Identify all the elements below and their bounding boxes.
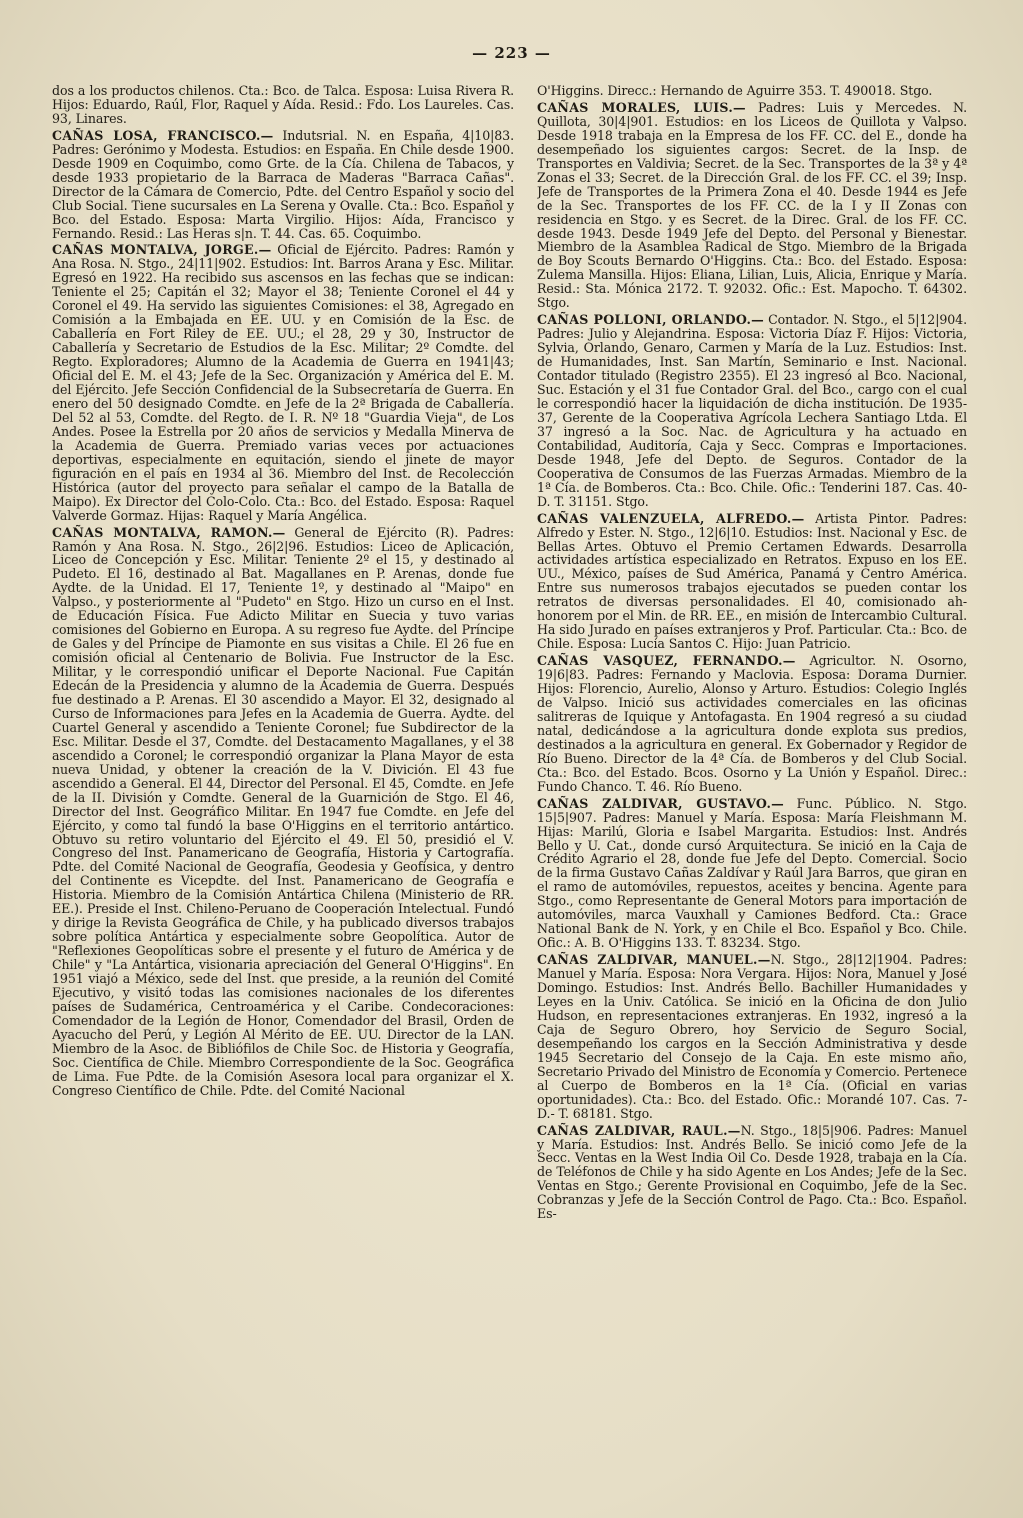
entry-name: CAÑAS MONTALVA, JORGE.— bbox=[52, 242, 272, 258]
entry-name: CAÑAS ZALDIVAR, MANUEL.— bbox=[537, 952, 771, 968]
entry-name: CAÑAS MORALES, LUIS.— bbox=[537, 99, 746, 115]
entry-text: Indutsrial. N. en España, 4|10|83. Padres: Gerónimo y Modesta. Estudios: en España. En Chile desde 1900. Desde 1909 en Coquimbo, como Grte. de la Cía. Chilena de Tabacos, y desde 1933 propietario de la Barraca de Maderas "Barraca Cañas". Director de la Cámara de Comercio, Pdte. del Centro Español y socio del Club Social. Tiene sucursales en La Serena y Ovalle. Cta.: Bco. Español y Bco. del Estado. Esposa: Marta Virgilio. Hijos: Aída, Francisco y Fernando. Resid.: Las Heras s|n. T. 44. Cas. 65. Coquimbo. bbox=[52, 127, 514, 241]
entry-text: Func. Público. N. Stgo. 15|5|907. Padres: Manuel y María. Esposa: María Fleishmann M. Hijas: Marilú, Gloria e Isabel Margarita. Estudios: Inst. Andrés Bello y U. Cat., donde cursó Arquitectura. Se inició en la Caja de Crédito Agrario el 28, donde fue Jefe del Depto. Comercial. Socio de la firma Gustavo Cañas Zaldívar y Raúl Jara Barros, que giran en el ramo de automóviles, repuestos, aceites y bencina. Agente para Stgo., como Representante de General Motors para importación de automóviles, marca Vauxhall y Camiones Bedford. Cta.: Grace National Bank de N. York, y en Chile el Bco. Español y Bco. Chile. Ofic.: A. B. O'Higgins 133. T. 83234. Stgo. bbox=[537, 795, 967, 951]
biography-entry bbox=[537, 654, 967, 794]
entry-text: dos a los productos chilenos. Cta.: Bco. de Talca. Esposa: Luisa Rivera R. Hijos: Eduardo, Raúl, Flor, Raquel y Aída. Resid.: Fdo. Los Laureles. Cas. 93, Linares. bbox=[52, 84, 514, 126]
biography-entry bbox=[52, 84, 514, 126]
entry-name: CAÑAS ZALDIVAR, RAUL.— bbox=[537, 1122, 741, 1138]
entry-text: General de Ejército (R). Padres: Ramón y Ana Rosa. N. Stgo., 26|2|96. Estudios: Liceo de Aplicación, Liceo de Concepción y Esc. Militar. Teniente 2º el 15, y destinado al Pudeto. El 16, destinado al Bat. Magallanes en P. Arenas, donde fue Aydte. de la Unidad. El 17, Teniente 1º, y destinado al "Maipo" en Valpso., y posteriormente al "Pudeto" en Stgo. Hizo un curso en el Inst. de Educación Física. Fue Adicto Militar en Suecia y tuvo varias comisiones del Gobierno en Europa. A su regreso fue Aydte. del Príncipe de Gales y del Príncipe de Piamonte en sus visitas a Chile. El 26 fue en comisión oficial al Centenario de Bolivia. Fue Instructor de la Esc. Militar, y le correspondió unificar el Deporte Nacional. Fue Capitán Edecán de la Presidencia y alumno de la Academia de Guerra. Después fue destinado a P. Arenas. El 30 ascendido a Mayor. El 32, designado al Curso de Informaciones para Jefes en la Academia de Guerra. Aydte. del Cuartel General y ascendido a Teniente Coronel; fue Subdirector de la Esc. Militar. Desde el 37, Comdte. del Destacamento Magallanes, y el 38 ascendido a Coronel; le correspondió organizar la Plana Mayor de esta nueva Unidad, y obtener la creación de la V. Divición. El 43 fue ascendido a General. El 44, Director del Personal. El 45, Comdte. en Jefe de la II. División y Comdte. General de la Guarnición de Stgo. El 46, Director del Inst. Geográfico Militar. En 1947 fue Comdte. en Jefe del Ejército, y como tal fundó la base O'Higgins en el territorio antártico. Obtuvo su retiro voluntario del Ejército el 49. El 50, presidió el V. Congreso del Inst. Panamericano de Geografía, Historia y Cartografía. Pdte. del Comité Nacional de Geografía, Geodesia y Geofísica, y dentro del Continente es Vicepdte. del Inst. Panamericano de Geografía e Historia. Miembro de la Comisión Antártica Chilena (Ministerio de RR. EE.). Preside el Inst. Chileno-Peruano de Cooperación Intelectual. Fundó y dirige la Revista Geográfica de Chile, y ha publicado diversos trabajos sobre política Antártica y especialmente sobre Geopolítica. Autor de "Reflexiones Geopolíticas sobre el presente y el futuro de América y de Chile" y "La Antártica, visionaria apreciación del General O'Higgins". En 1951 viajó a México, sede del Inst. que preside, a la reunión del Comité Ejecutivo, y visitó todas las comisiones nacionales de los diferentes países de Sudamérica, Centroamérica y el Caribe. Condecoraciones: Comendador de la Legión de Honor, Comendador del Brasil, Orden de Ayacucho del Perú, y Legión Al Mérito de EE. UU. Director de la LAN. Miembro de la Asoc. de Bibliófilos de Chile Soc. de Historia y Geografía, Soc. Científica de Chile. Miembro Correspondiente de la Soc. Geográfica de Lima. Fue Pdte. de la Comisión Asesora local para organizar el X. Congreso Científico de Chile. Pdte. del Comité Nacional bbox=[52, 524, 514, 1098]
page-number: — 223 — bbox=[472, 44, 551, 62]
biography-entry bbox=[537, 101, 967, 310]
entry-text: N. Stgo., 28|12|1904. Padres: Manuel y María. Esposa: Nora Vergara. Hijos: Nora, Manuel y José Domingo. Estudios: Inst. Andrés Bello. Bachiller Humanidades y Leyes en la Univ. Católica. Se inició en la Oficina de don Julio Hudson, en representaciones extranjeras. En 1932, ingresó a la Caja de Seguro Obrero, hoy Servicio de Seguro Social, desempeñando los cargos en la Sección Administrativa y desde 1945 Secretario del Consejo de la Caja. En este mismo año, Secretario Privado del Ministro de Economía y Comercio. Pertenece al Cuerpo de Bomberos en la 1ª Cía. (Oficial en varias oportunidades). Cta.: Bco. del Estado. Ofic.: Morandé 107. Cas. 7-D.- T. 68181. Stgo. bbox=[537, 952, 967, 1121]
biography-entry bbox=[52, 526, 514, 1098]
entry-name: CAÑAS ZALDIVAR, GUSTAVO.— bbox=[537, 795, 785, 811]
entry-name: CAÑAS POLLONI, ORLANDO.— bbox=[537, 312, 765, 328]
biography-entry bbox=[537, 313, 967, 508]
entry-name: CAÑAS VASQUEZ, FERNANDO.— bbox=[537, 653, 796, 669]
biography-entry bbox=[537, 953, 967, 1120]
entry-text: Artista Pintor. Padres: Alfredo y Ester. N. Stgo., 12|6|10. Estudios: Inst. Nacional y Esc. de Bellas Artes. Obtuvo el Premio Certamen Edwards. Desarrolla actividades artística especializado en Retratos. Expuso en los EE. UU., México, países de Sud América, Panamá y Centro América. Entre sus numerosos trabajos ejecutados se pueden contar los retratos de diversas personalidades. El 40, comisionado ah-honorem por el Min. de RR. EE., en misión de Intercambio Cultural. Ha sido Jurado en países extranjeros y Prof. Particular. Cta.: Bco. de Chile. Esposa: Lucía Santos C. Hijo: Juan Patricio. bbox=[537, 510, 967, 652]
entry-name: CAÑAS LOSA, FRANCISCO.— bbox=[52, 127, 274, 143]
entry-text: Contador. N. Stgo., el 5|12|904. Padres: Julio y Alejandrina. Esposa: Victoria Díaz F. Hijos: Victoria, Sylvia, Orlando, Genaro, Carmen y María de la Luz. Estudios: Inst. de Humanidades, Inst. San Martín, Seminario e Inst. Nacional. Contador titulado (Registro 2355). El 23 ingresó al Bco. Nacional, Suc. Estación y el 31 fue Contador Gral. del Bco., cargo con el cual le correspondió hacer la liquidación de dicha institución. De 1935-37, Gerente de la Cooperativa Agrícola Lechera Santiago Ltda. El 37 ingresó a la Soc. Nac. de Agricultura y ha actuado en Contabilidad, Auditoría, Caja y Secc. Compras e Importaciones. Desde 1948, Jefe del Depto. de Seguros. Contador de la Cooperativa de Consumos de las Fuerzas Armadas. Miembro de la 1ª Cía. de Bomberos. Cta.: Bco. Chile. Ofic.: Tenderini 187. Cas. 40-D. T. 31151. Stgo. bbox=[537, 312, 967, 509]
entry-text: Oficial de Ejército. Padres: Ramón y Ana Rosa. N. Stgo., 24|11|902. Estudios: Int. Barros Arana y Esc. Militar. Egresó en 1922. Ha recibido sus ascensos en las fechas que se indican: Teniente el 25; Capitán el 32; Mayor el 38; Teniente Coronel el 44 y Coronel el 49. Ha servido las siguientes Comisiones: el 38, Agregado en Comisión a la Embajada en EE. UU. y en Comisión de la Esc. de Caballería en Fort Riley de EE. UU.; el 28, 29 y 30, Instructor de Caballería y Secretario de Estudios de la Esc. Militar; 2º Comdte. del Regto. Exploradores; Alumno de la Academia de Guerra en 1941|43; Oficial del E. M. el 43; Jefe de la Sec. Organización y América del E. M. del Ejército. Jefe Sección Confidencial de la Subsecretaría de Guerra. En enero del 50 designado Comdte. en Jefe de la 2ª Brigada de Caballería. Del 52 al 53, Comdte. del Regto. de I. R. Nº 18 "Guardia Vieja", de Los Andes. Posee la Estrella por 20 años de servicios y Medalla Minerva de la Academia de Guerra. Premiado varias veces por actuaciones deportivas, especialmente en equitación, siendo el jinete de mayor figuración en el país en 1934 al 36. Miembro del Inst. de Recolección Histórica (autor del proyecto para señalar el campo de la Batalla de Maipo). Ex Director del Colo-Colo. Cta.: Bco. del Estado. Esposa: Raquel Valverde Gormaz. Hijas: Raquel y María Angélica. bbox=[52, 242, 514, 523]
entry-name: CAÑAS VALENZUELA, ALFREDO.— bbox=[537, 510, 805, 526]
right-column bbox=[537, 84, 967, 1484]
biography-entry bbox=[52, 243, 514, 522]
biography-entry bbox=[537, 84, 967, 98]
biography-entry bbox=[537, 797, 967, 950]
biography-entry bbox=[537, 1124, 967, 1222]
entry-text: Padres: Luis y Mercedes. N. Quillota, 30|4|901. Estudios: en los Liceos de Quillota y Valpso. Desde 1918 trabaja en la Empresa de los FF. CC. del E., donde ha desempeñado los siguientes cargos: Secret. de la Insp. de Transportes en Valdivia; Secret. de la Sec. Transportes de la 3ª y 4ª Zonas el 33; Secret. de la Dirección Gral. de los FF. CC. el 39; Insp. Jefe de Transportes de la Primera Zona el 40. Desde 1944 es Jefe de la Sec. Transportes de los FF. CC. de la I y II Zonas con residencia en Stgo. y es Secret. de la Direc. Gral. de los FF. CC. desde 1943. Desde 1949 Jefe del Depto. del Personal y Bienestar. Miembro de la Asamblea Radical de Stgo. Miembro de la Brigada de Boy Scouts Bernardo O'Higgins. Cta.: Bco. del Estado. Esposa: Zulema Mansilla. Hijos: Eliana, Lilian, Luis, Alicia, Enrique y María. Resid.: Sta. Mónica 2172. T. 92032. Ofic.: Est. Mapocho. T. 64302. Stgo. bbox=[537, 99, 967, 311]
biography-entry bbox=[52, 129, 514, 241]
entry-text: Agricultor. N. Osorno, 19|6|83. Padres: Fernando y Maclovia. Esposa: Dorama Durnier. Hijos: Florencio, Aurelio, Alonso y Arturo. Estudios: Colegio Inglés de Valpso. Inició sus actividades comerciales en las oficinas salitreras de Iquique y Antofagasta. En 1904 regresó a su ciudad natal, dedicándose a la agricultura donde explota sus predios, destinados a la agricultura en general. Ex Gobernador y Regidor de Río Bueno. Director de la 4ª Cía. de Bomberos y del Club Social. Cta.: Bco. del Estado. Bcos. Osorno y La Unión y Español. Direc.: Fundo Chanco. T. 46. Río Bueno. bbox=[537, 653, 967, 794]
left-column bbox=[52, 84, 514, 1484]
entry-text: O'Higgins. Direcc.: Hernando de Aguirre 353. T. 490018. Stgo. bbox=[537, 84, 933, 98]
biography-entry bbox=[537, 512, 967, 652]
entry-name: CAÑAS MONTALVA, RAMON.— bbox=[52, 524, 286, 540]
entry-text: N. Stgo., 18|5|906. Padres: Manuel y María. Estudios: Inst. Andrés Bello. Se inició como Jefe de la Secc. Ventas en la West India Oil Co. Desde 1928, trabaja en la Cía. de Teléfonos de Chile y ha sido Agente en Los Andes; Jefe de la Sec. Ventas en Stgo.; Gerente Provisional en Coquimbo, Jefe de la Sec. Cobranzas y Jefe de la Sección Control de Pago. Cta.: Bco. Español. Es- bbox=[537, 1122, 967, 1222]
